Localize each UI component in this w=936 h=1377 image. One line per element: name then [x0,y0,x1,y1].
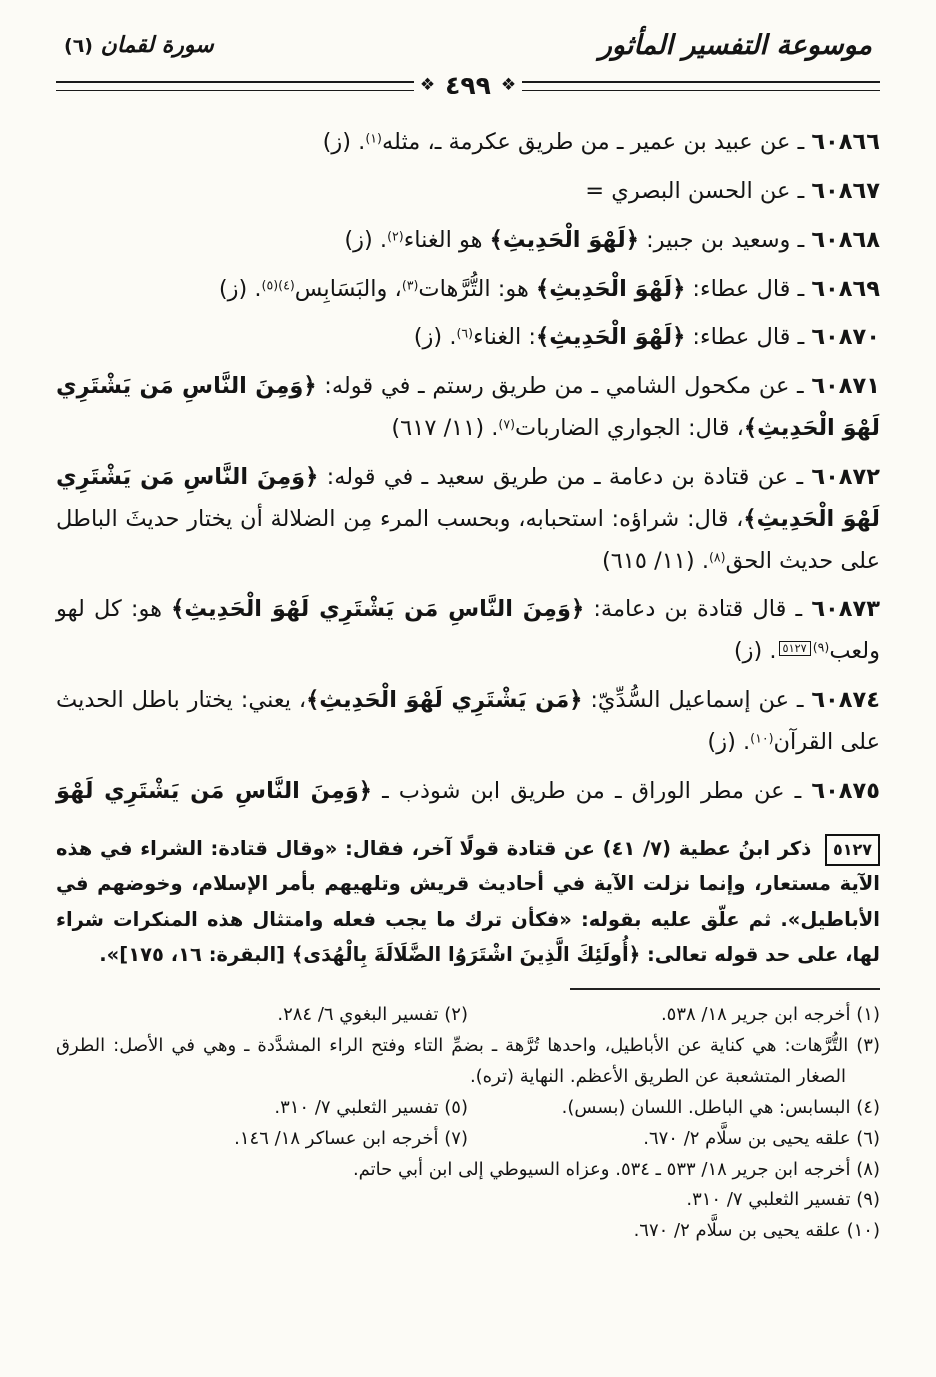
text-run: ـ عن قتادة بن دعامة ـ من طريق سعيد ـ في قوله: [318,463,812,490]
quran-quote: ﴿مَن يَشْتَرِي لَهْوَ الْحَدِيثِ﴾ [306,687,583,714]
narration-entry [56,589,880,673]
text-run: ـ عن عبيد بن عمير ـ من طريق عكرمة ـ، مثله [381,129,812,155]
footnote-text: علقه يحيى بن سلَّام ٢/ ٦٧٠. [633,1220,841,1242]
entry-number: ٦٠٨٦٨ [811,226,880,253]
text-run: ـ قال عطاء: [685,324,812,351]
text-run: ـ قال قتادة بن دعامة: [584,596,812,623]
text-run: ـ عن مكحول الشامي ـ من طريق رستم ـ في قوله: [316,373,812,400]
footnote-label: (٧) [438,1127,468,1149]
footnote-text: البسابس: هي الباطل. اللسان (بسس). [561,1096,851,1118]
text-run: ، يعني: يختار باطل الحديث على القرآن [56,687,880,755]
footnote-ref: (٧) [498,416,516,432]
entry-number: ٦٠٨٧١ [811,373,880,400]
footnote-label: (٩) [850,1189,880,1211]
text-run: . (ز) [707,728,751,755]
footnote-ref: (٩) [812,639,830,655]
footnote [468,1124,880,1155]
footnote-row [56,1124,880,1155]
footnotes-separator [570,988,880,990]
text-run: ـ عن إسماعيل السُّدِّيّ: [582,687,812,714]
text-run: ـ عن مطر الوراق ـ من طريق ابن شوذب ـ [372,777,812,804]
footnotes-section [56,1000,880,1248]
narration-entry [56,220,880,262]
text-run: . (ز) [218,275,262,302]
quran-quote: ﴿وَمِنَ النَّاسِ مَن يَشْتَرِي لَهْوَ [56,777,372,804]
text-run: ـ عن الحسن البصري = [585,177,812,204]
footnote-row [56,1093,880,1124]
footnote-ref: (٦) [456,326,474,342]
entries-section [56,122,880,813]
narration-entry [56,457,880,583]
quran-quote: ﴿وَمِنَ النَّاسِ مَن يَشْتَرِي لَهْوَ الْحَدِيثِ﴾ [171,596,585,623]
footnote-text: تفسير الثعلبي ٧/ ٣١٠. [686,1189,851,1211]
text-run: . (ز) [413,324,457,351]
entry-number: ٦٠٨٦٩ [811,275,880,302]
footnote-text: علقه يحيى بن سلَّام ٢/ ٦٧٠. [643,1127,851,1149]
footnote-ref: (٢) [387,228,404,244]
entry-number: ٦٠٨٧٣ [811,596,880,623]
quran-quote: ﴿وَمِنَ النَّاسِ مَن يَشْتَرِي لَهْوَ الْحَدِيثِ﴾ [56,463,880,532]
surah-name: سورة لقمان [100,33,214,58]
footnote [468,1000,880,1031]
footnote-text: أخرجه ابن جرير ١٨/ ٥٣٨. [660,1003,851,1025]
footnote-label: (٨) [850,1158,880,1180]
quran-quote: ﴿لَهْوَ الْحَدِيثِ﴾ [536,275,686,302]
footnote-label: (٢) [438,1003,468,1025]
footnote-row [56,1031,880,1093]
text-run: . (ز) [344,226,388,253]
footnote-label: (١٠) [840,1220,880,1242]
footnote-text: أخرجه ابن عساكر ١٨/ ١٤٦. [234,1127,439,1149]
footnote-ref: (١) [365,130,382,146]
text-run: . (ز) [322,129,366,155]
footnote-text: التُّرَّهات: هي كناية عن الأباطيل، واحدها تُرَّهة ـ بضمِّ التاء وفتح الراء المشدَّدة ـ وهي في الأصل: الطرق الصغار المتشعبة عن الطريق الأعظم. النهاية (تره). [56,1034,849,1087]
footnote [56,1093,468,1124]
narration-entry [56,680,880,764]
quran-quote: ﴿لَهْوَ الْحَدِيثِ﴾ [489,226,639,253]
narration-entry [56,269,880,311]
footnote-ref: (٨) [708,549,726,565]
footnote-row [56,1216,880,1247]
entry-number: ٦٠٨٦٦ [811,129,880,155]
text-run: ، والبَسَابِس [294,275,402,302]
narration-entry [56,122,880,164]
narration-entry [56,366,880,450]
footnote-label: (٥) [438,1096,468,1118]
footnote-text: تفسير الثعلبي ٧/ ٣١٠. [274,1096,439,1118]
entry-number: ٦٠٨٦٧ [811,177,880,204]
text-run: ذكر [770,836,819,860]
text-run: ـ وسعيد بن جبير: [638,226,812,253]
text-run: : الغناء [473,324,537,351]
text-run: هو: التُّرَّهات [418,275,537,302]
text-run: . (١١/ ٦١٧) [391,415,499,442]
ornament-icon: ❖ [419,75,436,95]
text-run: ، قال: شراؤه: استحبابه، وبحسب المرء مِن الضلالة أن يختار حديثَ الباطل على حديث الحق [56,505,880,574]
quran-quote: ﴿أُولَئِكَ الَّذِينَ اشْتَرَوُا الضَّلَالَةَ بِالْهُدَى﴾ [291,942,641,966]
footnote-label: (٤) [850,1096,880,1118]
narration-entry [56,771,880,813]
entry-number: ٦٠٨٧٤ [811,687,880,714]
footnote [56,1185,880,1216]
ornament-icon: ❖ [500,75,517,95]
footnote-label: (٣) [848,1034,880,1056]
header-row [56,30,880,61]
footnote-label: (٦) [850,1127,880,1149]
text-run: (٧/ ٤١) عن قتادة قولًا آخر، فقال: «وقال قتادة: الشراء في هذه الآية مستعار، وإنما نزلت الآية في أحاديث قريش وتلهيهم بأمر الإسلام، وخوضهم في الأباطيل». ثم علّق عليه بقوله: «فكأن ترك ما يجب فعله وامتثال هذه المنكرات شراء لها، على حد قوله تعالى: [56,836,880,966]
text-run: هو: كل لهو ولعب [56,596,880,665]
footnote [56,1031,880,1093]
page-number-band [56,71,880,100]
surah-title [64,33,214,58]
entry-number: ٦٠٨٧٠ [811,324,880,351]
footnote [468,1093,880,1124]
text-run: ، قال: الجواري الضاربات [515,415,744,442]
footnote-ref: (١٠) [750,730,774,746]
footnote [56,1000,468,1031]
narration-entry [56,317,880,359]
footnote-ref: (٤)(٥) [261,277,295,293]
footnote-label: (١) [850,1003,880,1025]
page-number: ٤٩٩ [445,71,491,100]
double-rule-left [56,81,414,91]
commentary-note [56,831,880,972]
footnote-text: تفسير البغوي ٦/ ٢٨٤. [277,1003,439,1025]
narration-entry [56,171,880,213]
quran-quote: ﴿وَمِنَ النَّاسِ مَن يَشْتَرِي لَهْوَ الْحَدِيثِ﴾ [56,373,880,442]
text-run: ـ قال عطاء: [685,275,812,302]
text-run: . (ز) [733,638,777,665]
footnote [56,1155,880,1186]
entry-number: ٦٠٨٧٥ [811,777,881,804]
entry-number: ٦٠٨٧٢ [811,463,881,490]
note-ref-box: ٥١٢٧ [779,641,811,656]
footnote-row [56,1155,880,1186]
footnote-row [56,1185,880,1216]
text-run: . (١١/ ٦١٥) [601,547,709,574]
footnote-row [56,1000,880,1031]
text-run: هو الغناء [403,226,490,253]
footnote-text: أخرجه ابن جرير ١٨/ ٥٣٣ ـ ٥٣٤. وعزاه السيوطي إلى ابن أبي حاتم. [352,1158,851,1180]
quran-quote: ﴿لَهْوَ الْحَدِيثِ﴾ [536,324,686,351]
author-name: ابنُ عطية [678,836,771,860]
book-title-logo: موسوعة التفسير المأثور [598,30,872,61]
page-header [56,30,880,100]
footnote [56,1124,468,1155]
text-run: [البقرة: ١٦، ١٧٥]». [99,942,292,966]
surah-volume-number: (٦) [64,35,93,57]
footnote-ref: (٣) [401,277,419,293]
note-number-box: ٥١٢٧ [825,834,880,867]
double-rule-right [522,81,880,91]
footnote [56,1216,880,1247]
